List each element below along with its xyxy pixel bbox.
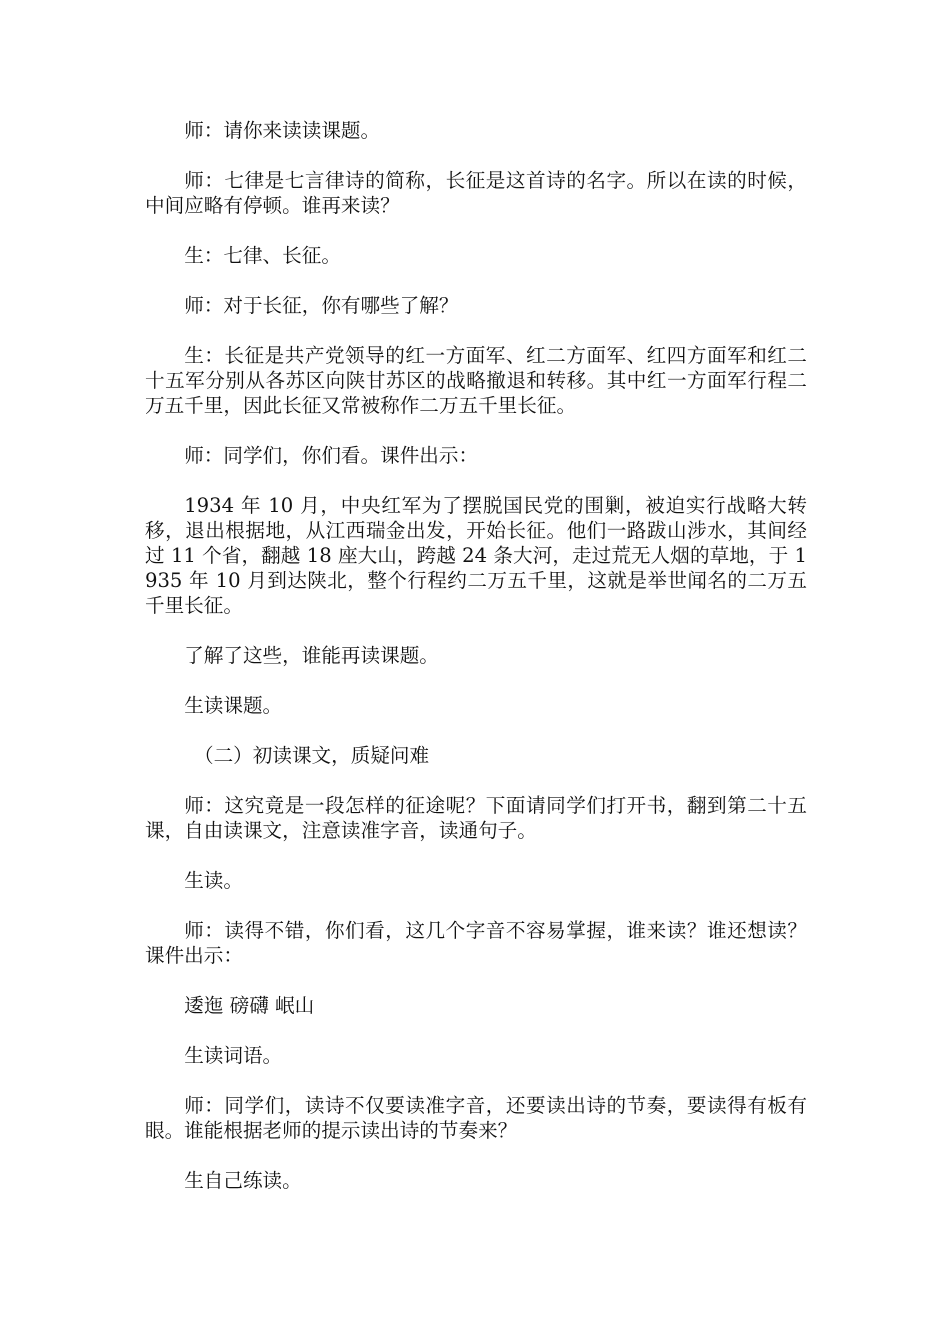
paragraph-16: 师：同学们，读诗不仅要读准字音，还要读出诗的节奏，要读得有板有眼。谁能根据老师的提示读出诗的节奏来？: [145, 1094, 807, 1142]
paragraph-12: 生读。: [184, 869, 243, 892]
paragraph-13: 师：读得不错，你们看，这几个字音不容易掌握，谁来读？谁还想读？课件出示：: [145, 919, 807, 967]
paragraph-7: 1934 年 10 月，中央红军为了摆脱国民党的围剿，被迫实行战略大转移，退出根据地，从江西瑞金出发，开始长征。他们一路跋山涉水，其间经过 11 个省，翻越 18 座大山，跨越 24 条大河，走过荒无人烟的草地，于 1935 年 10 月到达陕北，整个行程约二万五千里，这就是举世闻名的二万五千里长征。: [145, 494, 807, 617]
paragraph-11: 师：这究竟是一段怎样的征途呢？下面请同学们打开书，翻到第二十五课，自由读课文，注意读准字音，读通句子。: [145, 794, 807, 842]
vocabulary-words: 逶迤 磅礴 岷山: [184, 994, 315, 1017]
paragraph-2: 师：七律是七言律诗的简称，长征是这首诗的名字。所以在读的时候，中间应略有停顿。谁再来读？: [145, 169, 807, 217]
section-heading: （二）初读课文，质疑问难: [194, 744, 430, 767]
paragraph-9: 生读课题。: [184, 694, 283, 717]
paragraph-8: 了解了这些，谁能再读课题。: [184, 644, 439, 667]
paragraph-4: 师：对于长征，你有哪些了解？: [184, 294, 459, 317]
document-body: [145, 118, 807, 1218]
paragraph-6: 师：同学们，你们看。课件出示：: [184, 444, 479, 467]
paragraph-5: 生：长征是共产党领导的红一方面军、红二方面军、红四方面军和红二十五军分别从各苏区向陕甘苏区的战略撤退和转移。其中红一方面军行程二万五千里，因此长征又常被称作二万五千里长征。: [145, 344, 807, 417]
paragraph-1: 师：请你来读读课题。: [184, 119, 381, 142]
paragraph-3: 生：七律、长征。: [184, 244, 341, 267]
paragraph-17: 生自己练读。: [184, 1169, 302, 1192]
paragraph-15: 生读词语。: [184, 1044, 283, 1067]
